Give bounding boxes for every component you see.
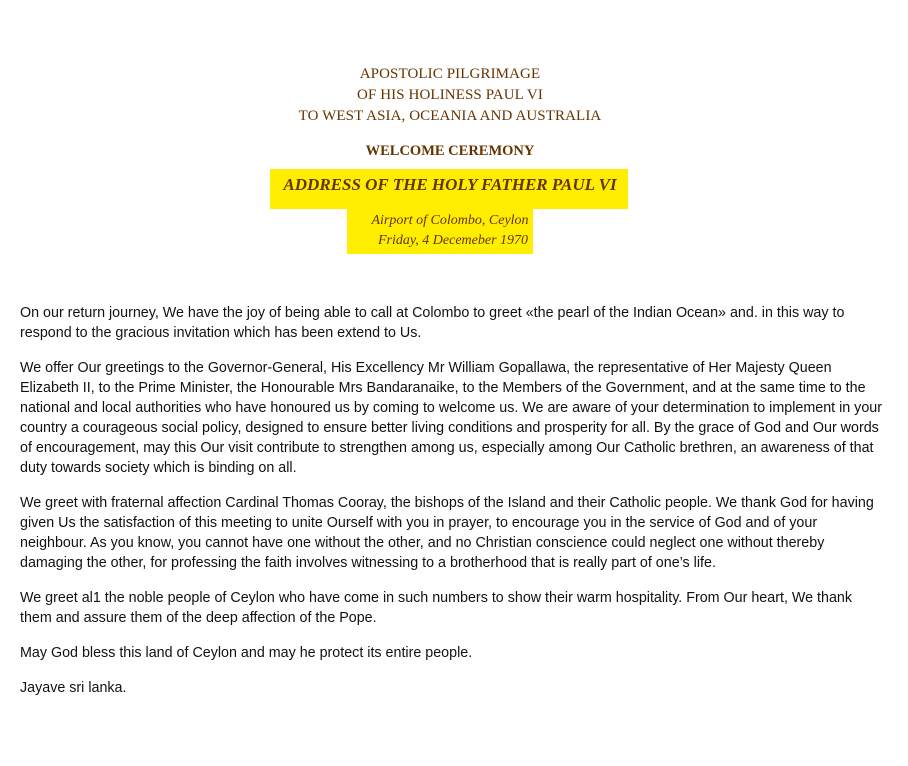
heading-line-3: TO WEST ASIA, OCEANIA AND AUSTRALIA [298, 108, 602, 124]
ceremony-heading: WELCOME CEREMONY [365, 143, 535, 159]
paragraph-5: May God bless this land of Ceylon and may he protect its entire people. [20, 645, 473, 661]
heading-line-1: APOSTOLIC PILGRIMAGE [359, 66, 541, 82]
pilgrimage-heading [0, 64, 900, 127]
heading-line-2: OF HIS HOLINESS PAUL VI [357, 87, 543, 103]
paragraph-1: On our return journey, We have the joy of being able to call at Colombo to greet «the pearl of the Indian Ocean» and. in this way to respond to the gracious invitation which has been extend to Us. [20, 305, 845, 341]
paragraph-2: We offer Our greetings to the Governor-General, His Excellency Mr William Gopallawa, the representative of Her Majesty Queen Elizabeth II, to the Prime Minister, the Honourable Mrs Bandaranaike, to the Members of the Government, and at the same time to the national and local authorities who have honoured us by coming to welcome us. We are aware of your determination to implement in your country a courageous social policy, designed to ensure better living conditions and prosperity for all. By the grace of God and Our words of encouragement, may this Our visit contribute to strengthen among us, especially among Our Catholic brethren, an awareness of that duty towards society which is binding on all. [20, 360, 882, 476]
address-body [20, 303, 886, 713]
paragraph-3: We greet with fraternal affection Cardinal Thomas Cooray, the bishops of the Island and their Catholic people. We thank God for having given Us the satisfaction of this meeting to unite Ourself with you in prayer, to encourage you in the service of God and of your neighbour. As you know, you cannot have one without the other, and no Christian conscience could neglect one without thereby damaging the other, for professing the faith involves witnessing to a brotherhood that is really part of one’s life. [20, 495, 874, 571]
location-line: Airport of Colombo, Ceylon [371, 213, 529, 228]
address-title: ADDRESS OF THE HOLY FATHER PAUL VI [283, 175, 617, 194]
location-date [0, 211, 900, 251]
paragraph-4: We greet al1 the noble people of Ceylon who have come in such numbers to show their warm hospitality. From Our heart, We thank them and assure them of the deep affection of the Pope. [20, 590, 853, 626]
paragraph-6: Jayave sri lanka. [20, 680, 127, 696]
date-line: Friday, 4 Decemeber 1970 [377, 233, 529, 248]
